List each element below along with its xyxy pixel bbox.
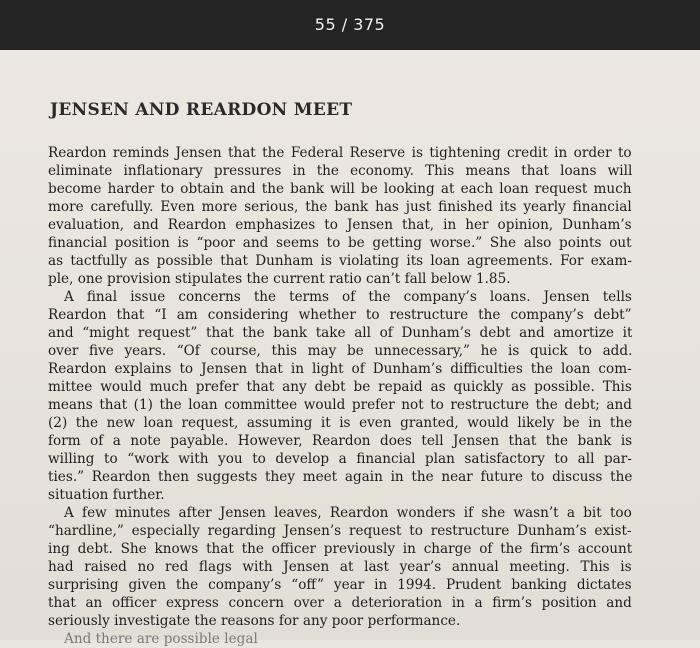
text-line: and “might request” that the bank take all of Dunham’s debt and amortize it — [48, 325, 632, 341]
body-text — [48, 144, 632, 648]
text-line: ple, one provision stipulates the current ratio can’t fall below 1.85. — [48, 271, 511, 287]
page-counter: 55 / 375 — [314, 15, 386, 34]
text-line: A final issue concerns the terms of the company’s loans. Jensen tells — [64, 289, 632, 305]
text-line: situation further. — [48, 487, 165, 503]
text-line: as tactfully as possible that Dunham is violating its loan agreements. For exam- — [48, 253, 632, 269]
text-line: become harder to obtain and the bank will be looking at each loan request much — [48, 181, 632, 197]
text-line: And there are possible legal — [64, 631, 258, 647]
text-line: Reardon explains to Jensen that in light of Dunham’s difficulties the loan com- — [48, 361, 632, 377]
text-line: that an officer express concern over a deterioration in a firm’s position and — [48, 595, 632, 611]
text-line: ties.” Reardon then suggests they meet again in the near future to discuss the — [48, 469, 632, 485]
text-line: more carefully. Even more serious, the bank has just finished its yearly financial — [48, 199, 632, 215]
text-line: financial position is “poor and seems to be getting worse.” She also points out — [48, 235, 632, 251]
viewer-toolbar — [0, 0, 700, 50]
text-line: eliminate inflationary pressures in the economy. This means that loans will — [48, 163, 632, 179]
text-line: had raised no red flags with Jensen at last year’s annual meeting. This is — [48, 559, 632, 575]
text-line: evaluation, and Reardon emphasizes to Jensen that, in her opinion, Dunham’s — [48, 217, 632, 233]
text-line: means that (1) the loan committee would prefer not to restructure the debt; and — [48, 397, 632, 413]
text-line: willing to “work with you to develop a financial plan satisfactory to all par- — [48, 451, 632, 467]
text-line: A few minutes after Jensen leaves, Reardon wonders if she wasn’t a bit too — [64, 505, 632, 521]
text-line: seriously investigate the reasons for any poor performance. — [48, 613, 461, 629]
document-page[interactable] — [0, 50, 700, 647]
text-line: form of a note payable. However, Reardon does tell Jensen that the bank is — [48, 433, 632, 449]
section-heading: JENSEN AND REARDON MEET — [50, 100, 353, 120]
text-line: mittee would much prefer that any debt be repaid as quickly as possible. This — [48, 379, 632, 395]
text-line: ing debt. She knows that the officer previously in charge of the firm’s account — [48, 541, 632, 557]
text-line: surprising given the company’s “off” year in 1994. Prudent banking dictates — [48, 577, 632, 593]
text-line: (2) the new loan request, assuming it is even granted, would likely be in the — [48, 415, 632, 431]
text-line: Reardon reminds Jensen that the Federal Reserve is tightening credit in order to — [48, 145, 632, 161]
text-line: over five years. “Of course, this may be unnecessary,” he is quick to add. — [48, 343, 632, 359]
text-line: Reardon that “I am considering whether to restructure the company’s debt” — [48, 307, 632, 323]
text-line: “hardline,” especially regarding Jensen’s request to restructure Dunham’s exist- — [48, 523, 632, 539]
